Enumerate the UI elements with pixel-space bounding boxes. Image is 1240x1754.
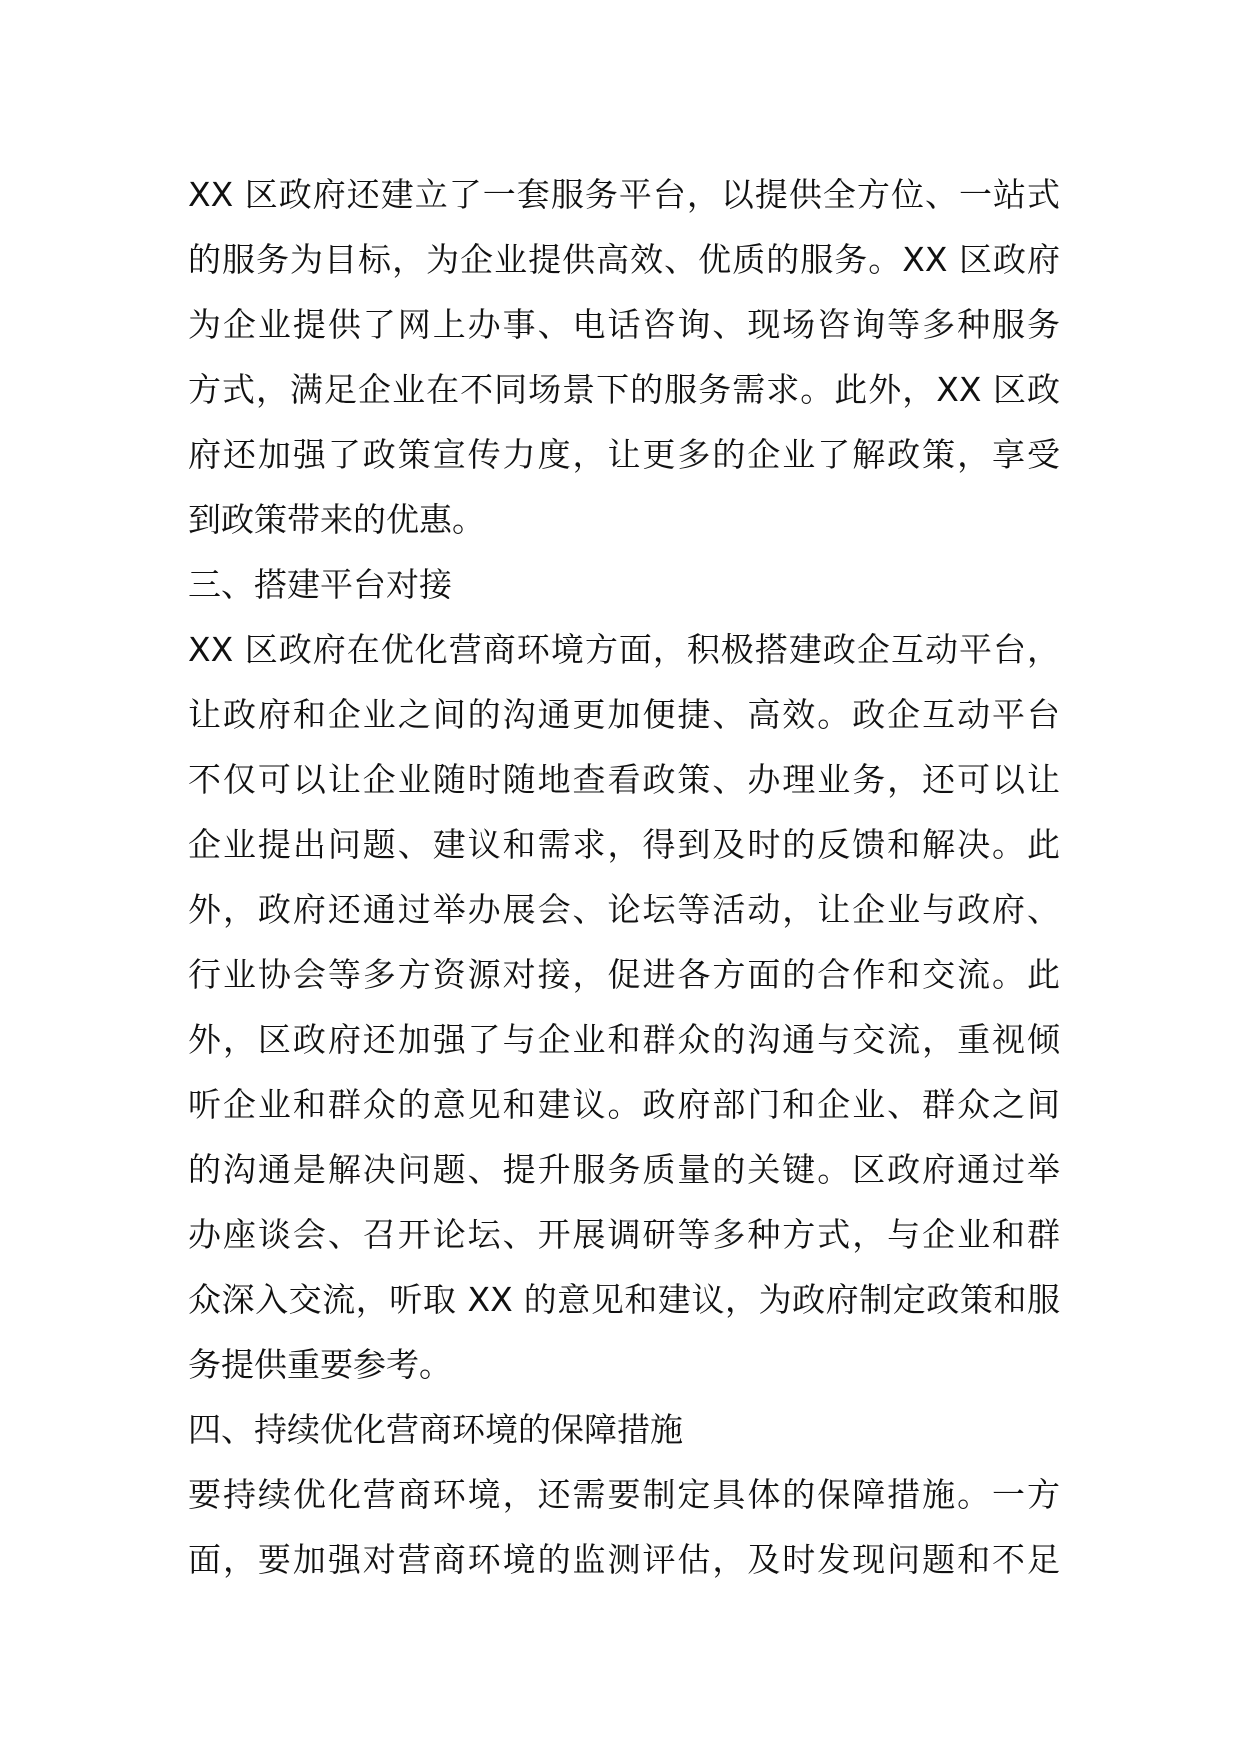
heading-text: 三、搭建平台对接 <box>188 565 452 604</box>
text-line: 众深入交流，听取 XX 的意见和建议，为政府制定政策和服 <box>188 1280 1060 1319</box>
text-line: 行业协会等多方资源对接，促进各方面的合作和交流。此 <box>188 955 1060 994</box>
text-line: 的沟通是解决问题、提升服务质量的关键。区政府通过举 <box>188 1150 1060 1189</box>
text-line: 为企业提供了网上办事、电话咨询、现场咨询等多种服务 <box>188 305 1060 344</box>
document-page <box>188 162 1060 1592</box>
text-line: 办座谈会、召开论坛、开展调研等多种方式，与企业和群 <box>188 1215 1060 1254</box>
paragraph-interaction-platform <box>188 617 1060 1397</box>
text-line: XX 区政府在优化营商环境方面，积极搭建政企互动平台， <box>188 630 1060 669</box>
paragraph-service-platform <box>188 162 1060 552</box>
heading-text: 四、持续优化营商环境的保障措施 <box>188 1410 683 1449</box>
text-line: 外，政府还通过举办展会、论坛等活动，让企业与政府、 <box>188 890 1060 929</box>
text-line: 方式，满足企业在不同场景下的服务需求。此外，XX 区政 <box>188 370 1060 409</box>
text-line: 企业提出问题、建议和需求，得到及时的反馈和解决。此 <box>188 825 1060 864</box>
text-line: 听企业和群众的意见和建议。政府部门和企业、群众之间 <box>188 1085 1060 1124</box>
section-heading-safeguard-measures <box>188 1397 1060 1462</box>
text-line: 外，区政府还加强了与企业和群众的沟通与交流，重视倾 <box>188 1020 1060 1059</box>
text-line: XX 区政府还建立了一套服务平台，以提供全方位、一站式 <box>188 175 1060 214</box>
text-line: 要持续优化营商环境，还需要制定具体的保障措施。一方 <box>188 1475 1060 1514</box>
text-line: 不仅可以让企业随时随地查看政策、办理业务，还可以让 <box>188 760 1060 799</box>
text-line: 面，要加强对营商环境的监测评估，及时发现问题和不足 <box>188 1540 1060 1579</box>
text-line: 到政策带来的优惠。 <box>188 500 485 539</box>
text-line: 府还加强了政策宣传力度，让更多的企业了解政策，享受 <box>188 435 1060 474</box>
text-line: 务提供重要参考。 <box>188 1345 452 1384</box>
paragraph-safeguard-measures <box>188 1462 1060 1592</box>
section-heading-platform-docking <box>188 552 1060 617</box>
text-line: 让政府和企业之间的沟通更加便捷、高效。政企互动平台 <box>188 695 1060 734</box>
text-line: 的服务为目标，为企业提供高效、优质的服务。XX 区政府 <box>188 240 1060 279</box>
